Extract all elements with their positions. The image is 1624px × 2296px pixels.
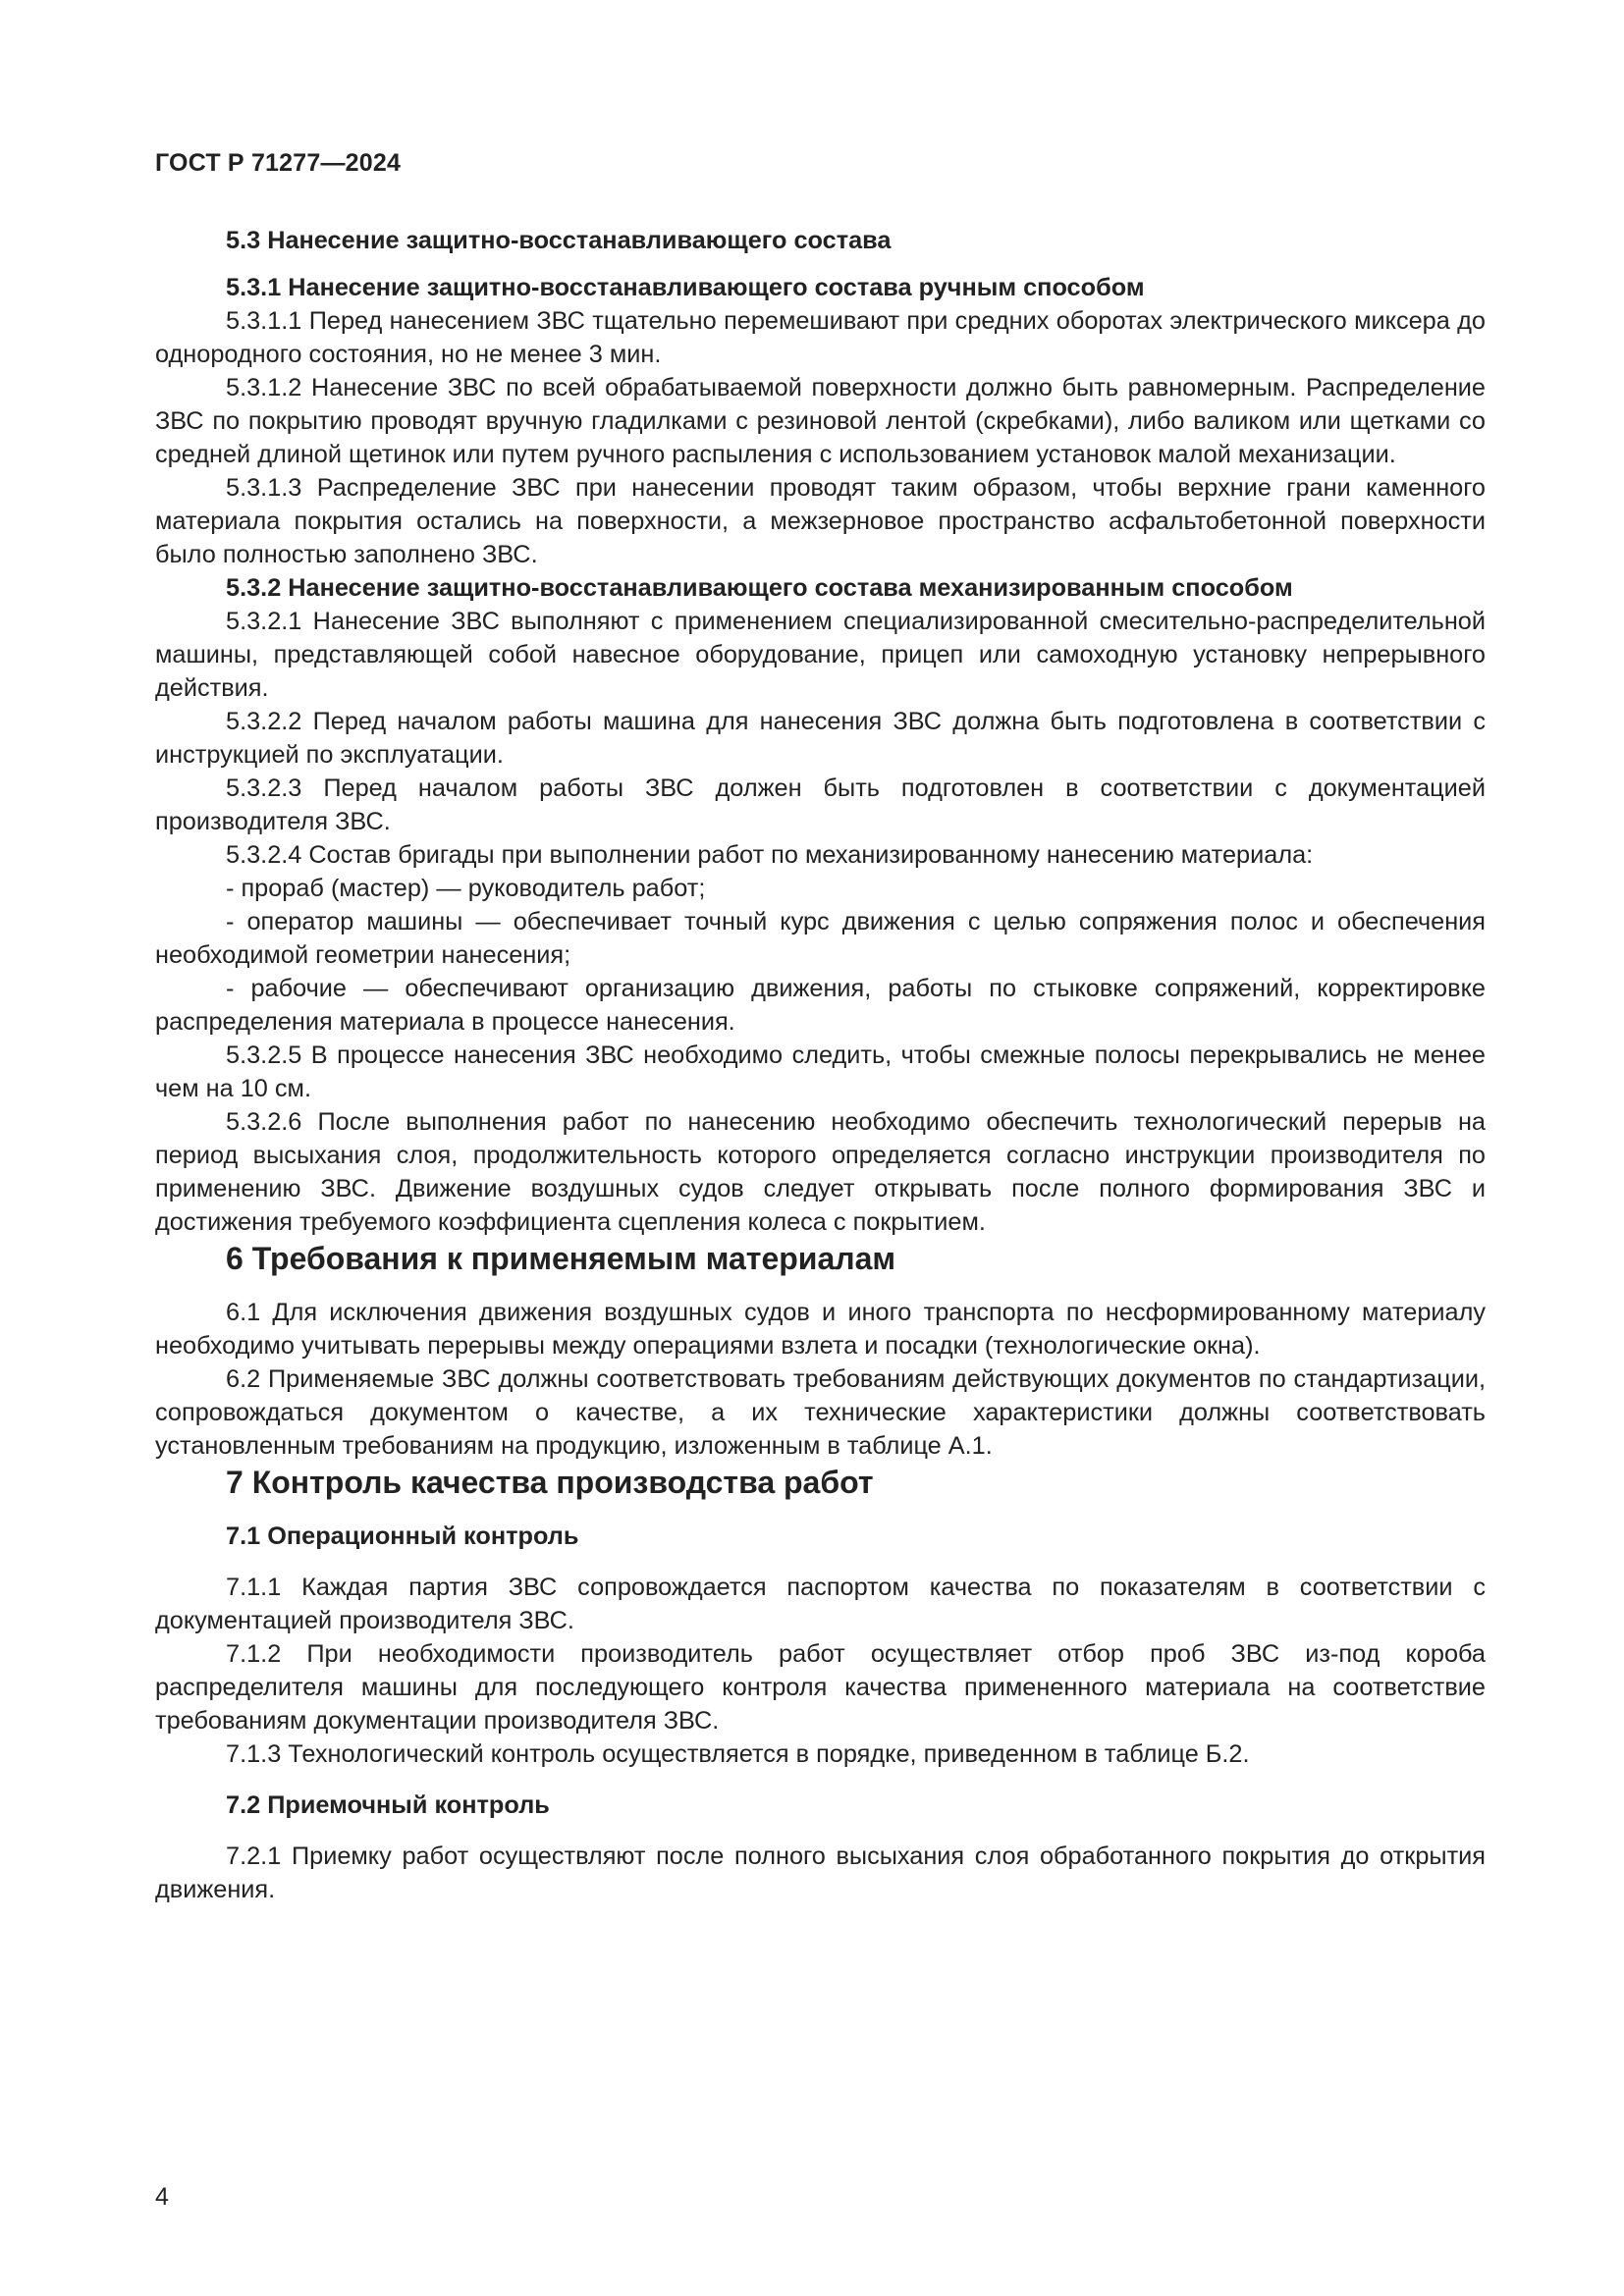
list-item-foreman: - прораб (мастер) — руководитель работ; (226, 875, 706, 902)
paragraph-6-1: 6.1 Для исключения движения воздушных судов и иного транспорта по несформированному материалу необходимо учитывать перерывы между операциями взлета и посадки (технологические окна). (155, 1299, 1486, 1360)
paragraph-5-3-1-3: 5.3.1.3 Распределение ЗВС при нанесении проводят таким образом, чтобы верхние грани каменного материала покрытия остались на поверхности, а межзерновое пространство асфальтобетонной поверхности было полностью заполнено ЗВС. (155, 474, 1486, 568)
paragraph-7-1-3: 7.1.3 Технологический контроль осуществляется в порядке, приведенном в таблице Б.2. (226, 1740, 1250, 1768)
heading-5-3-2: 5.3.2 Нанесение защитно-восстанавливающего состава механизированным способом (226, 574, 1293, 602)
paragraph-5-3-2-6: 5.3.2.6 После выполнения работ по нанесению необходимо обеспечить технологический перерыв на период высыхания слоя, продолжительность которого определяется согласно инструкции производителя по применению ЗВС. Движение воздушных судов следует открывать после полного формирования ЗВС и достижения требуемого коэффициента сцепления колеса с покрытием. (155, 1108, 1486, 1236)
paragraph-5-3-2-3: 5.3.2.3 Перед началом работы ЗВС должен быть подготовлен в соответствии с документацией производителя ЗВС. (155, 774, 1486, 835)
page-number: 4 (155, 2183, 169, 2211)
paragraph-7-1-2: 7.1.2 При необходимости производитель работ осуществляет отбор проб ЗВС из-под короба распределителя машины для последующего контроля качества примененного материала на соответствие требованиям документации производителя ЗВС. (155, 1640, 1486, 1735)
heading-section-6: 6 Требования к применяемым материалам (226, 1241, 896, 1276)
list-item-operator: - оператор машины — обеспечивает точный курс движения с целью сопряжения полос и обеспечения необходимой геометрии нанесения; (155, 908, 1486, 969)
paragraph-6-2: 6.2 Применяемые ЗВС должны соответствовать требованиям действующих документов по стандартизации, сопровождаться документом о качестве, а их технические характеристики должны соответствовать установленным требованиям на продукцию, изложенным в таблице А.1. (155, 1365, 1486, 1460)
paragraph-7-2-1: 7.2.1 Приемку работ осуществляют после полного высыхания слоя обработанного покрытия до открытия движения. (155, 1842, 1486, 1903)
paragraph-5-3-2-4: 5.3.2.4 Состав бригады при выполнении работ по механизированному нанесению материала: (226, 841, 1314, 869)
heading-5-3-1: 5.3.1 Нанесение защитно-восстанавливающего состава ручным способом (226, 274, 1145, 301)
heading-7-2: 7.2 Приемочный контроль (226, 1791, 550, 1819)
heading-5-3: 5.3 Нанесение защитно-восстанавливающего состава (226, 227, 892, 254)
paragraph-5-3-1-2: 5.3.1.2 Нанесение ЗВС по всей обрабатываемой поверхности должно быть равномерным. Распределение ЗВС по покрытию проводят вручную гладилками с резиновой лентой (скребками), либо валиком или щетками со средней длиной щетинок или путем ручного распыления с использованием установок малой механизации. (155, 374, 1486, 468)
heading-7-1: 7.1 Операционный контроль (226, 1522, 579, 1550)
heading-section-7: 7 Контроль качества производства работ (226, 1465, 874, 1500)
paragraph-5-3-2-2: 5.3.2.2 Перед началом работы машина для нанесения ЗВС должна быть подготовлена в соответствии с инструкцией по эксплуатации. (155, 708, 1486, 769)
paragraph-5-3-2-5: 5.3.2.5 В процессе нанесения ЗВС необходимо следить, чтобы смежные полосы перекрывались не менее чем на 10 см. (155, 1041, 1486, 1102)
document-code: ГОСТ Р 71277—2024 (155, 149, 402, 177)
page-content (155, 224, 1486, 1906)
paragraph-5-3-1-1: 5.3.1.1 Перед нанесением ЗВС тщательно перемешивают при средних оборотах электрического миксера до однородного состояния, но не менее 3 мин. (155, 307, 1486, 368)
list-item-workers: - рабочие — обеспечивают организацию движения, работы по стыковке сопряжений, корректировке распределения материала в процессе нанесения. (155, 975, 1486, 1036)
paragraph-5-3-2-1: 5.3.2.1 Нанесение ЗВС выполняют с применением специализированной смесительно-распределительной машины, представляющей собой навесное оборудование, прицеп или самоходную установку непрерывного действия. (155, 608, 1486, 702)
paragraph-7-1-1: 7.1.1 Каждая партия ЗВС сопровождается паспортом качества по показателям в соответствии с документацией производителя ЗВС. (155, 1574, 1486, 1634)
